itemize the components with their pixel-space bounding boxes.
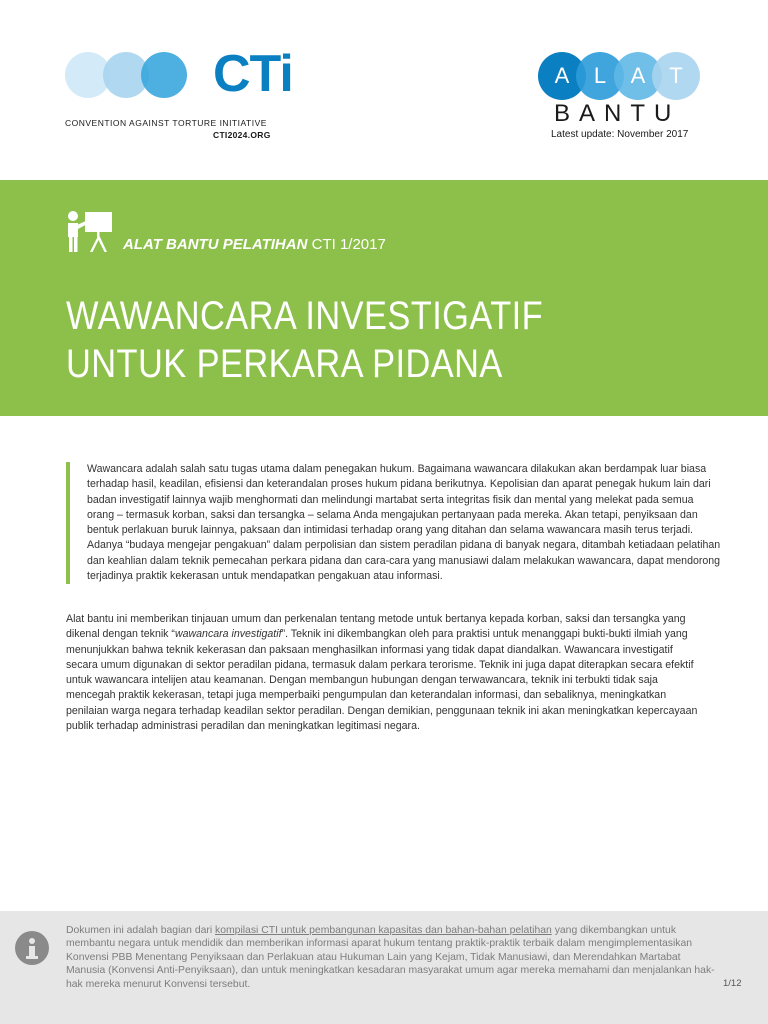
footer — [0, 911, 768, 1024]
intro-paragraph: Wawancara adalah salah satu tugas utama dalam penegakan hukum. Bagaimana wawancara dilakukan akan berdampak luar biasa terhadap hasil, keadilan, efisiensi dan keterandalan proses hukum pidana berikutnya. Kepolisian dan aparat penegak hukum lain dari badan investigatif lainnya wajib menghormati dan melindungi martabat serta integritas fisik dan mental yang melekat pada semua orang – termasuk korban, saksi dan tersangka – selama Anda mengajukan pertanyaan pada mereka. Akan tetapi, penyiksaan dan bentuk perlakuan buruk lainnya, paksaan dan intimidasi terhadap orang yang ditahan dan selama wawancara masih terus terjadi. Adanya “budaya mengejar pengakuan” dalam perpolisian dan sistem peradilan pidana di banyak negara, ditambah ketiadaan pelatihan dan keahlian dalam teknik pemecahan perkara pidana dan cara-cara yang manusiawi dalam melakukan wawancara, dapat mendorong terjadinya praktik kekerasan untuk mendapatkan pengakuan atau informasi. — [66, 462, 723, 584]
alat-bantu-badge — [538, 52, 708, 147]
body-paragraph — [66, 612, 706, 734]
badge-word: BANTU — [554, 100, 681, 127]
page-title — [66, 292, 651, 388]
badge-letter-a1: A — [554, 63, 570, 88]
para2-rest: ”. Teknik ini dikembangkan oleh para praktisi untuk menanggapi bukti-bukti ilmiah yang menunjukkan bahwa teknik kekerasan dan paksaan menghasilkan informasi yang tidak dapat diandalkan. Wawancara investigatif secara umum digunakan di sektor peradilan pidana, termasuk dalam perkara terorisme. Teknik ini juga dapat diterapkan secara efektif untuk wawancara intelijen atau keamanan. Dengan membangun hubungan dengan terwawancara, teknik ini terbukti tidak saja mencegah praktik kekerasan, tetapi juga memperbaiki pengumpulan dan keterandalan informasi, dan sebaliknya, meningkatkan penilaian warga negara terhadap keadilan sektor peradilan. Dengan demikian, penggunaan teknik ini akan meningkatkan kepercayaan publik terhadap administrasi peradilan dan meningkatkan legitimasi negara. — [66, 628, 698, 733]
info-icon — [15, 931, 49, 965]
footer-text-rest: yang dikembangkan untuk membantu negara untuk mendidik dan memberikan informasi aparat hukum tentang praktik-praktik terbaik dalam mengimplementasikan Konvensi PBB Menentang Penyiksaan dan Perlakuan atau Hukuman Lain yang Kejam, Tidak Manusiawi, dan Merendahkan Martabat Manusia (Konvensi Anti-Penyiksaan), dan untuk meningkatkan kesadaran masyarakat umum agar mereka memahami dan menjalankan hak-hak mereka menurut Konvensi tersebut. — [66, 925, 715, 990]
title-line-1: WAWANCARA INVESTIGATIF — [66, 294, 544, 338]
footer-text-start: Dokumen ini adalah bagian dari — [66, 925, 216, 936]
logo-wordmark: CTi — [213, 45, 293, 103]
logo-circles-icon — [65, 52, 215, 98]
tool-label — [123, 236, 386, 253]
title-line-2: UNTUK PERKARA PIDANA — [66, 342, 503, 386]
para2-start: Alat bantu ini memberikan tinjauan umum dan perkenalan tentang metode untuk bertanya kepada korban, saksi dan tersangka yang dikenal dengan teknik “ — [66, 613, 686, 641]
badge-letter-l: L — [593, 63, 607, 88]
latest-update: Latest update: November 2017 — [551, 129, 689, 140]
tool-label-bold: ALAT BANTU PELATIHAN — [123, 236, 308, 253]
badge-letter-a2: A — [630, 63, 646, 88]
badge-letter-t: T — [669, 63, 683, 88]
page-number: 1/12 — [723, 978, 742, 989]
tool-label-code: CTI 1/2017 — [311, 236, 386, 253]
para2-italic-term: wawancara investigatif — [174, 628, 282, 641]
trainer-presentation-icon — [66, 210, 114, 254]
compilation-link[interactable]: kompilasi CTI untuk pembangunan kapasitas dan bahan-bahan pelatihan — [215, 925, 552, 936]
logo-subtitle: CONVENTION AGAINST TORTURE INITIATIVE — [65, 118, 267, 128]
title-banner — [0, 180, 768, 416]
footer-text — [66, 924, 716, 991]
cti-logo — [65, 45, 293, 142]
logo-url: CTI2024.ORG — [213, 130, 271, 140]
